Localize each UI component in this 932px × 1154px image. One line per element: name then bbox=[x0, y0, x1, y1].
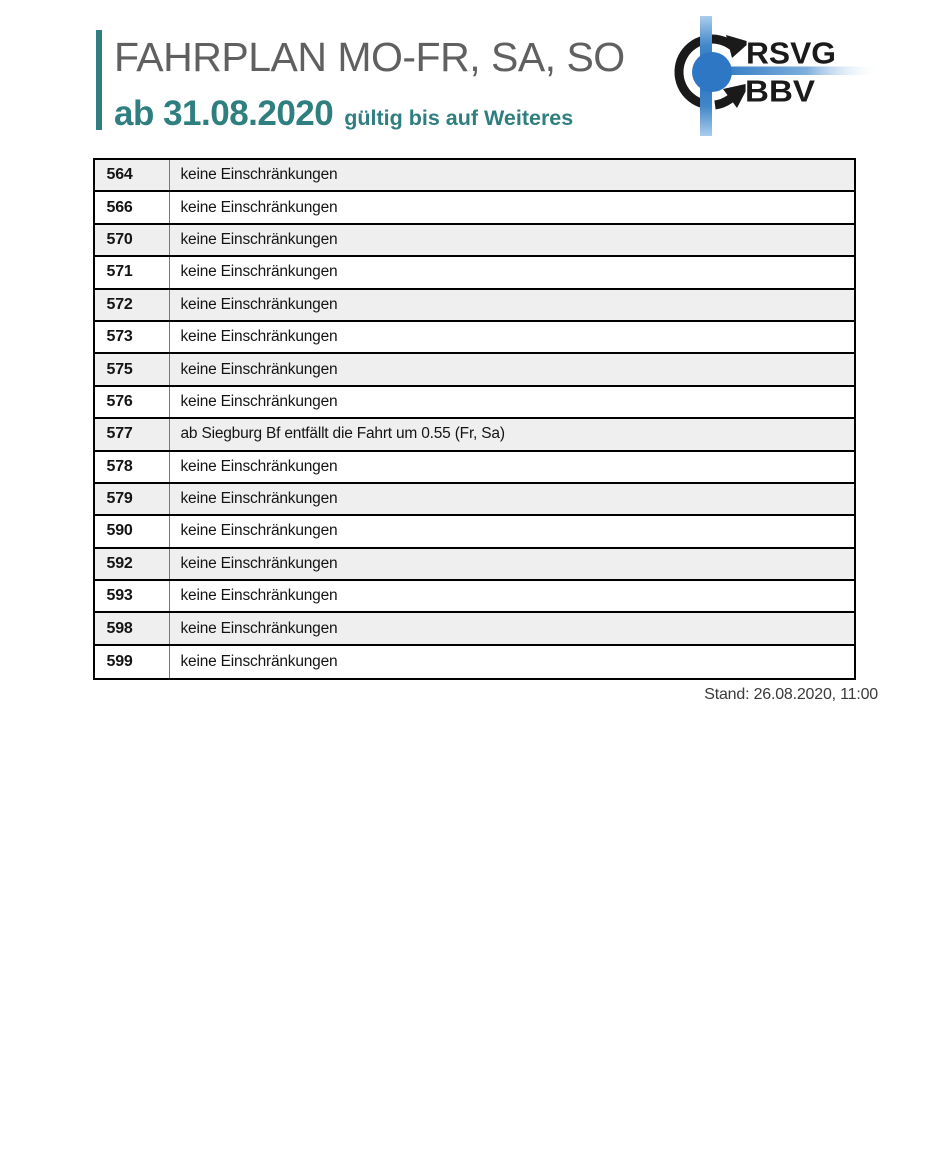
table-row bbox=[95, 452, 854, 484]
line-number-cell: 577 bbox=[95, 419, 170, 449]
valid-note: gültig bis auf Weiteres bbox=[344, 106, 574, 130]
table-row bbox=[95, 387, 854, 419]
table-row bbox=[95, 192, 854, 224]
line-number-cell: 598 bbox=[95, 613, 170, 643]
note-cell: keine Einschränkungen bbox=[180, 263, 338, 281]
line-number-cell: 575 bbox=[95, 354, 170, 384]
line-number-cell: 592 bbox=[95, 549, 170, 579]
table-row bbox=[95, 225, 854, 257]
note-cell: keine Einschränkungen bbox=[180, 198, 338, 216]
line-number-cell: 576 bbox=[95, 387, 170, 417]
line-number-cell: 572 bbox=[95, 290, 170, 320]
line-number-cell: 579 bbox=[95, 484, 170, 514]
note-cell: keine Einschränkungen bbox=[180, 457, 338, 475]
line-number-cell: 590 bbox=[95, 516, 170, 546]
line-number-cell: 566 bbox=[95, 192, 170, 222]
table-row bbox=[95, 613, 854, 645]
note-cell: keine Einschränkungen bbox=[180, 360, 338, 378]
note-cell: keine Einschränkungen bbox=[180, 653, 338, 671]
line-number-cell: 578 bbox=[95, 452, 170, 482]
note-cell: keine Einschränkungen bbox=[180, 166, 338, 184]
note-cell: keine Einschränkungen bbox=[180, 554, 338, 572]
table-row bbox=[95, 646, 854, 678]
note-cell: keine Einschränkungen bbox=[180, 392, 338, 410]
line-number-cell: 593 bbox=[95, 581, 170, 611]
table-row bbox=[95, 484, 854, 516]
note-cell: keine Einschränkungen bbox=[180, 328, 338, 346]
table-row bbox=[95, 419, 854, 451]
line-number-cell: 564 bbox=[95, 160, 170, 190]
restrictions-table-body bbox=[95, 160, 854, 678]
table-row bbox=[95, 290, 854, 322]
line-number-cell: 571 bbox=[95, 257, 170, 287]
table-row bbox=[95, 354, 854, 386]
table-row bbox=[95, 160, 854, 192]
note-cell: keine Einschränkungen bbox=[180, 295, 338, 313]
valid-from-date: ab 31.08.2020 bbox=[114, 94, 334, 133]
restrictions-table bbox=[93, 158, 856, 680]
note-cell: keine Einschränkungen bbox=[180, 522, 338, 540]
table-row bbox=[95, 581, 854, 613]
logo-text-rsvg: RSVG bbox=[746, 35, 836, 71]
table-row bbox=[95, 322, 854, 354]
header-accent-bar bbox=[96, 30, 102, 130]
table-row bbox=[95, 549, 854, 581]
status-date-stamp: Stand: 26.08.2020, 11:00 bbox=[704, 686, 878, 703]
page-title: FAHRPLAN MO-FR, SA, SO bbox=[114, 34, 625, 80]
table-row bbox=[95, 257, 854, 289]
line-number-cell: 573 bbox=[95, 322, 170, 352]
note-cell: keine Einschränkungen bbox=[180, 230, 338, 248]
note-cell: ab Siegburg Bf entfällt die Fahrt um 0.55 (Fr, Sa) bbox=[180, 425, 505, 443]
subtitle bbox=[114, 94, 573, 134]
note-cell: keine Einschränkungen bbox=[180, 490, 338, 508]
note-cell: keine Einschränkungen bbox=[180, 587, 338, 605]
table-row bbox=[95, 516, 854, 548]
logo-text-bbv: BBV bbox=[745, 73, 816, 109]
logo-hub-circle bbox=[692, 52, 732, 92]
note-cell: keine Einschränkungen bbox=[180, 619, 338, 637]
line-number-cell: 570 bbox=[95, 225, 170, 255]
line-number-cell: 599 bbox=[95, 646, 170, 678]
rsvg-bbv-logo bbox=[653, 12, 881, 138]
